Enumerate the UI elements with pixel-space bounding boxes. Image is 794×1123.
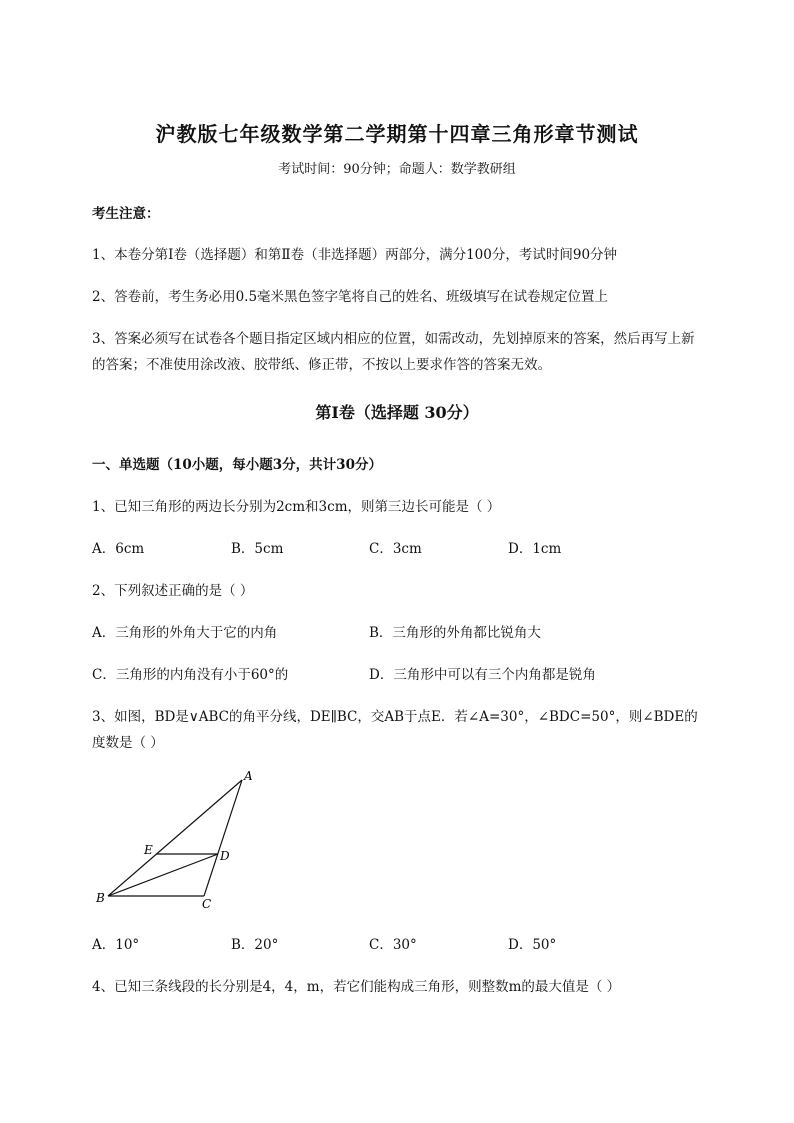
- question-1-option-c: C．3cm: [369, 541, 422, 557]
- question-1-option-d: D．1cm: [508, 541, 562, 557]
- notice-item-1: 1、本卷分第Ⅰ卷（选择题）和第Ⅱ卷（非选择题）两部分，满分100分，考试时间90分钟: [92, 247, 618, 263]
- question-3-option-c: C．30°: [369, 937, 417, 953]
- segment-bd: [108, 854, 218, 896]
- question-1-stem: 1、已知三角形的两边长分别为2cm和3cm，则第三边长可能是（ ）: [92, 499, 501, 515]
- page-title: 沪教版七年级数学第二学期第十四章三角形章节测试: [155, 122, 639, 146]
- label-d: D: [220, 849, 230, 863]
- question-3-stem: 3、如图，BD是∨ABC的角平分线，DE∥BC，交AB于点E．若∠A=30°，∠BDC=50°，则∠BDE的: [92, 709, 698, 725]
- question-2-option-c: C．三角形的内角没有小于60°的: [92, 667, 289, 683]
- notice-item-3-cont: 的答案；不准使用涂改液、胶带纸、修正带，不按以上要求作答的答案无效。: [92, 357, 551, 373]
- notice-item-3: 3、答案必须写在试卷各个题目指定区域内相应的位置，如需改动，先划掉原来的答案，然后再写上新: [92, 331, 695, 347]
- question-3-option-d: D．50°: [508, 937, 557, 953]
- figure-lines: [108, 780, 242, 896]
- question-1-option-a: A．6cm: [92, 541, 145, 557]
- notice-heading: 考生注意：: [92, 206, 160, 222]
- label-a: A: [244, 769, 253, 783]
- label-e: E: [144, 843, 153, 857]
- segment-ba: [108, 780, 242, 896]
- question-3-option-b: B．20°: [231, 937, 279, 953]
- exam-info: 考试时间：90分钟；命题人：数学教研组: [278, 162, 516, 177]
- question-2-stem: 2、下列叙述正确的是（ ）: [92, 583, 254, 599]
- segment-ac: [204, 780, 242, 896]
- question-1-option-b: B．5cm: [231, 541, 284, 557]
- part-heading: 一、单选题（10小题，每小题3分，共计30分）: [92, 457, 382, 473]
- label-b: B: [96, 891, 105, 905]
- section-title: 第Ⅰ卷（选择题 30分）: [315, 403, 479, 422]
- notice-item-2: 2、答卷前，考生务必用0.5毫米黑色签字笔将自己的姓名、班级填写在试卷规定位置上: [92, 289, 609, 305]
- question-3-option-a: A．10°: [92, 937, 140, 953]
- question-2-option-d: D．三角形中可以有三个内角都是锐角: [369, 667, 596, 683]
- question-3-stem-cont: 度数是（ ）: [92, 735, 164, 751]
- label-c: C: [202, 897, 212, 910]
- question-4-stem: 4、已知三条线段的长分别是4，4，m，若它们能构成三角形，则整数m的最大值是（ ）: [92, 979, 621, 995]
- question-2-option-b: B．三角形的外角都比锐角大: [369, 625, 541, 641]
- question-2-option-a: A．三角形的外角大于它的内角: [92, 625, 278, 641]
- triangle-figure: [92, 768, 262, 910]
